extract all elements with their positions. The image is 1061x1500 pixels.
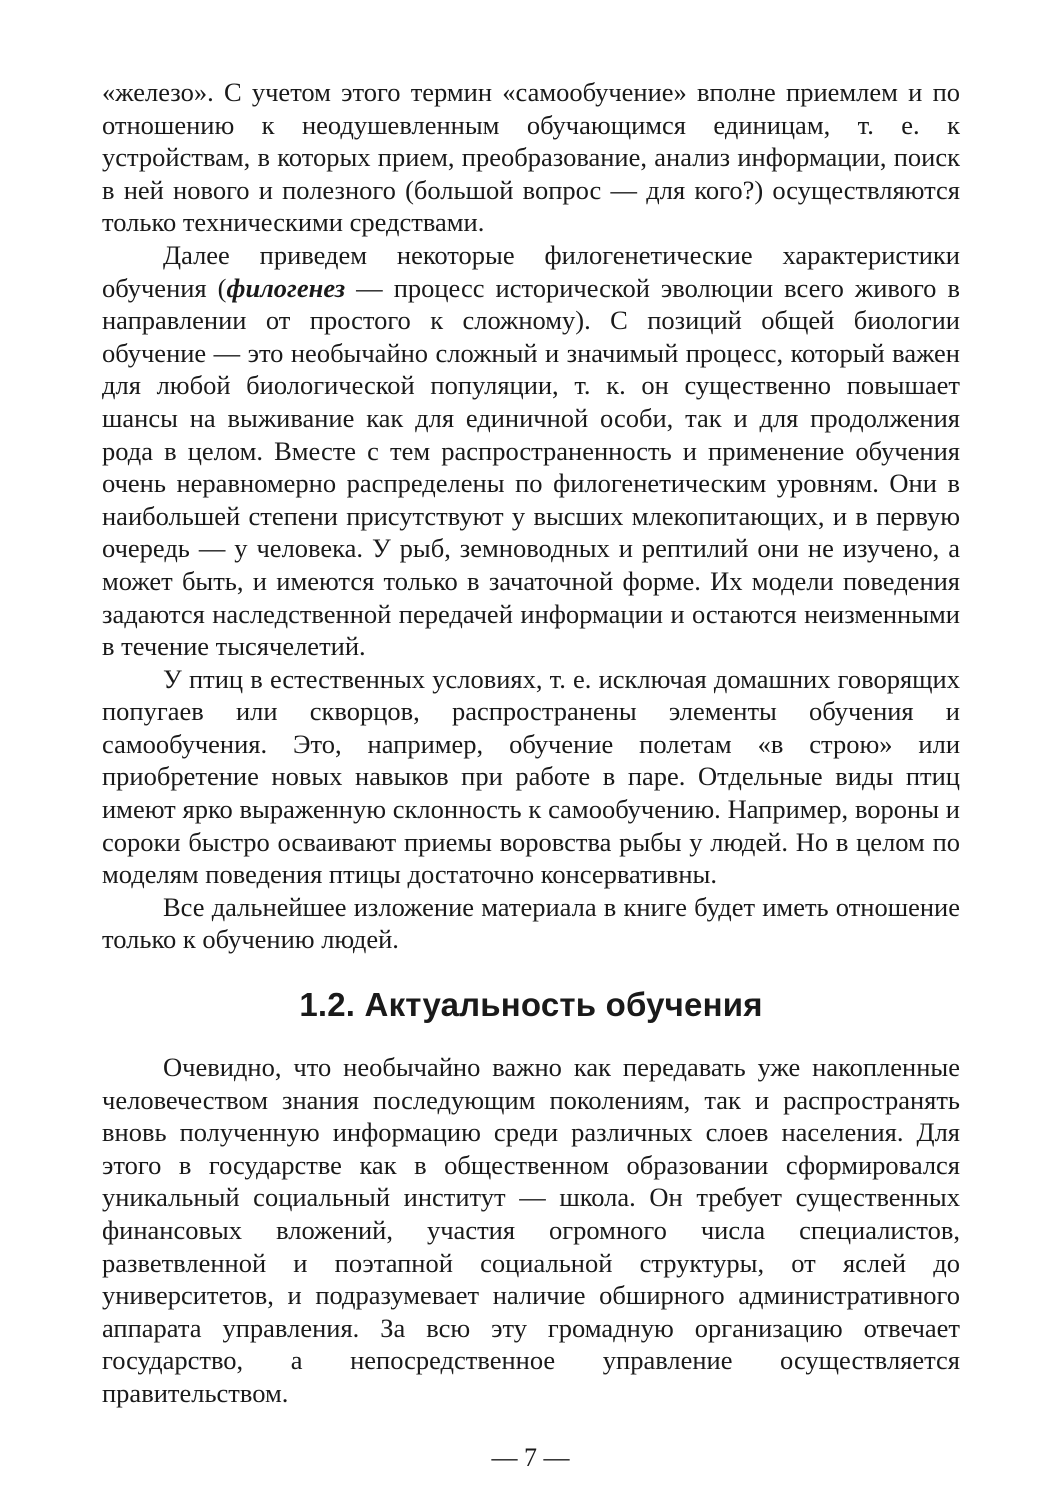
page-number: — 7 — [491,1443,570,1472]
section-heading: 1.2. Актуальность обучения [299,986,763,1024]
paragraph-phylogenetic-rest: — процесс исторической эволюции всего живого в направлении от простого к сложному). С позиций общей биологии обучение — это необычайно сложный и значимый процесс, который важен для любой биологической популяции, т. к. он существенно повышает шансы на выживание как для единичной особи, так и для продолжения рода в целом. Вместе с тем распространенность и применение обучения очень неравномерно распределены по филогенетическим уровням. Они в наибольшей степени присутствуют у высших млекопитающих, и в первую очередь — у человека. У рыб, земноводных и рептилий они не изучено, а может быть, и имеются только в зачаточной форме. Их модели поведения задаются наследственной передачей информации и остаются неизменными в течение тысячелетий. [102,272,960,662]
paragraph-relevance: Очевидно, что необычайно важно как передавать уже накопленные человечеством знания последующим поколениям, так и распространять вновь полученную информацию среди различных слоев населения. Для этого в государстве как в общественном образовании сформировался уникальный социальный институт — школа. Он требует существенных финансовых вложений, участия огромного числа специалистов, разветвленной и поэтапной социальной структуры, от яслей до университетов, и подразумевает наличие обширного административного аппарата управления. За всю эту громадную организацию отвечает государство, а непосредственное управление осуществляется правительством. [102,1052,960,1408]
paragraph-continuation: «железо». С учетом этого термин «самообучение» вполне приемлем и по отношению к неодушевленным обучающимся единицам, т. е. к устройствам, в которых прием, преобразование, анализ информации, поиск в ней нового и полезного (большой вопрос — для кого?) осуществляются только техническими средствами. [102,77,960,238]
page-body [102,76,960,1410]
paragraph-phylogenetic-start: Далее приведем некоторые филогенетические характеристики обучения ( [102,239,960,303]
paragraph-birds: У птиц в естественных условиях, т. е. исключая домашних говорящих попугаев или скворцов, распространены элементы обучения и самообучения. Это, например, обучение полетам «в строю» или приобретение новых навыков при работе в паре. Отдельные виды птиц имеют ярко выраженную склонность к самообучению. Например, вороны и сороки быстро осваивают приемы воровства рыбы у людей. Но в целом по моделям поведения птицы достаточно консервативны. [102,663,960,890]
term-phylogenesis: филогенез [226,272,346,303]
paragraph-scope: Все дальнейшее изложение материала в книге будет иметь отношение только к обучению людей. [102,891,960,955]
paragraph-phylogenetic [102,239,960,663]
